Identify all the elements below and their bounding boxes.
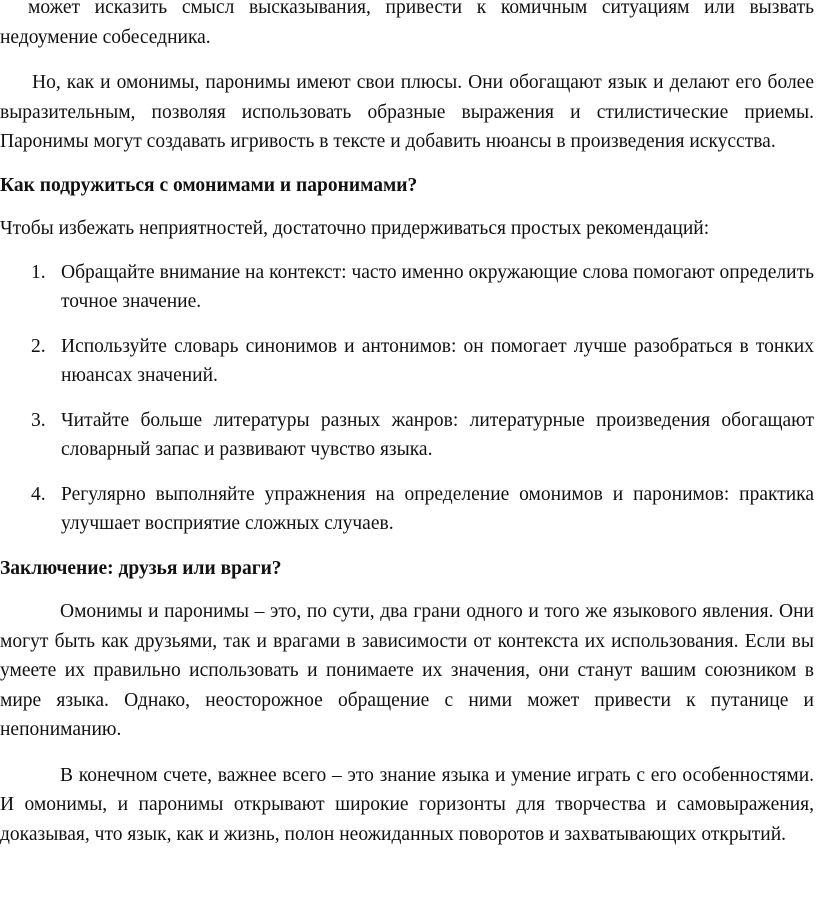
paragraph-paronyms-pros: Но, как и омонимы, паронимы имеют свои плюсы. Они обогащают язык и делают его более выразительным, позволяя использовать образные выражения и стилистические приемы. Паронимы могут создавать игривость в тексте и добавить нюансы в произведения искусства. xyxy=(0,72,814,152)
heading-conclusion: Заключение: друзья или враги? xyxy=(0,557,282,579)
paragraph-conclusion-2: В конечном счете, важнее всего – это знание языка и умение играть с его особенностями. И омонимы, и паронимы открывают широкие горизонты для творчества и самовыражения, доказывая, что язык, как и жизнь, полон неожиданных поворотов и захватывающих открытий. xyxy=(0,764,814,845)
list-item xyxy=(0,258,814,317)
paragraph-recommendations: Чтобы избежать неприятностей, достаточно придерживаться простых рекомендаций: xyxy=(0,218,710,239)
list-item-number: 3. xyxy=(31,409,46,431)
list-item xyxy=(0,332,814,391)
list-item xyxy=(0,406,814,465)
paragraph-conclusion-1: Омонимы и паронимы – это, по сути, два грани одного и того же языкового явления. Они могут быть как друзьями, так и врагами в зависимости от контекста их использования. Если вы умеете их правильно использовать и понимаете их значения, они станут вашим союзником в мире языка. Однако, неосторожное обращение с ними может привести к путанице и непониманию. xyxy=(0,601,814,740)
list-item-text: Используйте словарь синонимов и антонимов: он помогает лучше разобраться в тонких нюансах значений. xyxy=(61,335,814,386)
list-item-number: 1. xyxy=(31,261,46,283)
list-item-number: 4. xyxy=(31,483,46,505)
heading-friends: Как подружиться с омонимами и паронимами? xyxy=(0,174,418,196)
list-item-text: Регулярно выполняйте упражнения на определение омонимов и паронимов: практика улучшает восприятие сложных случаев. xyxy=(61,483,814,534)
paragraph-intro-tail: может исказить смысл высказывания, привести к комичным ситуациям или вызвать недоумение собеседника. xyxy=(0,0,814,48)
list-item-number: 2. xyxy=(31,335,46,357)
list-item xyxy=(0,480,814,539)
recommendations-list xyxy=(0,258,814,539)
list-item-text: Читайте больше литературы разных жанров: литературные произведения обогащают словарный запас и развивают чувство языка. xyxy=(61,409,814,460)
list-item-text: Обращайте внимание на контекст: часто именно окружающие слова помогают определить точное значение. xyxy=(61,261,814,312)
